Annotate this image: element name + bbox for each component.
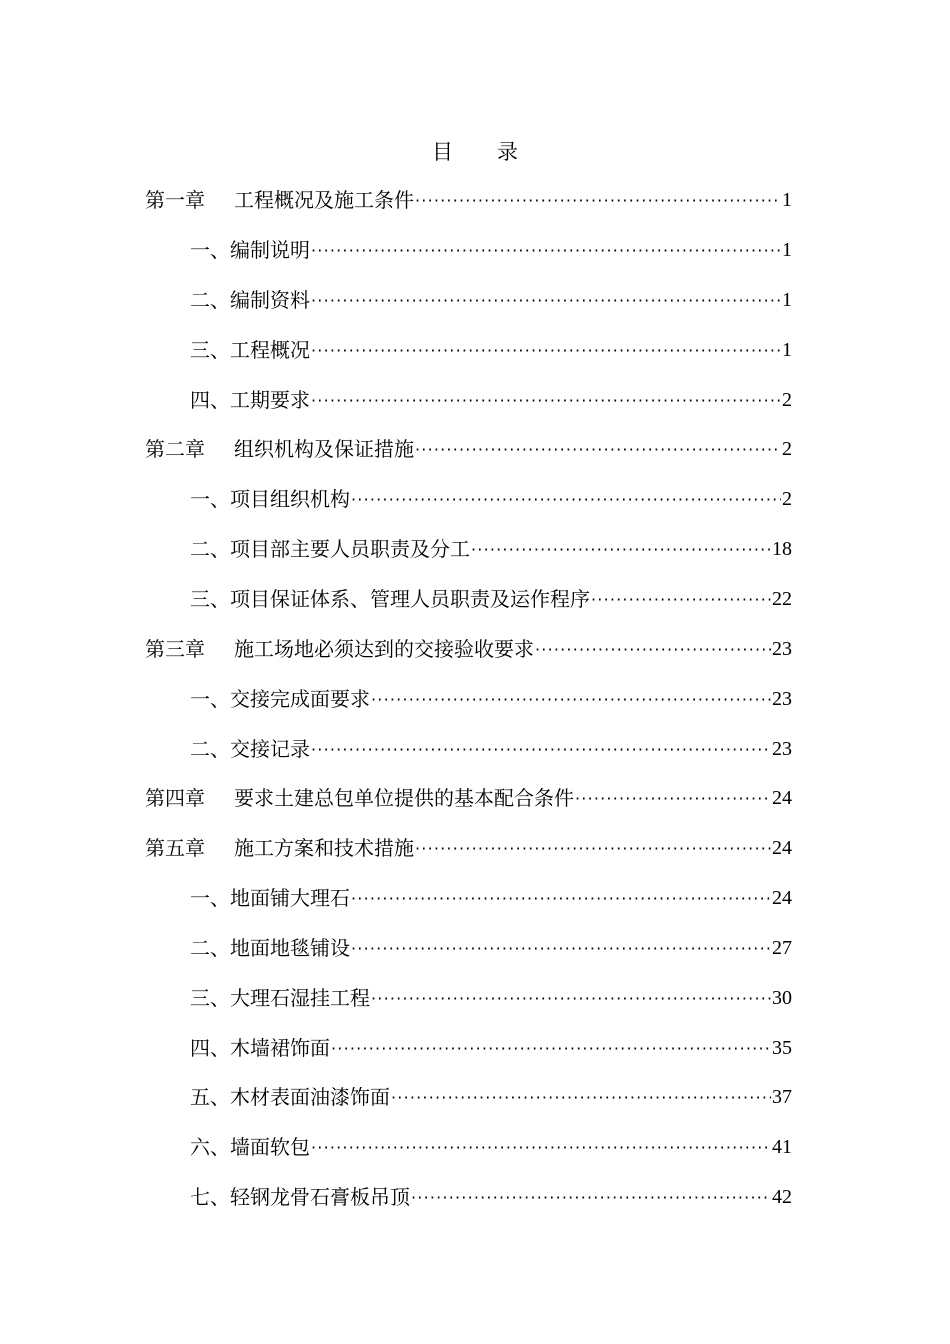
toc-entry-number: 二、 [190, 288, 230, 312]
toc-entry-number: 三、 [190, 338, 230, 362]
toc-leader-dots [415, 179, 781, 221]
toc-leader-dots [391, 1076, 771, 1118]
toc-entry-number: 四、 [190, 1036, 230, 1060]
toc-entry-page: 42 [772, 1186, 792, 1208]
toc-entry-page: 22 [772, 588, 792, 610]
toc-entry[interactable] [145, 828, 792, 868]
toc-entry-title: 施工方案和技术措施 [234, 836, 414, 860]
toc-entry[interactable] [190, 479, 792, 519]
toc-leader-dots [415, 827, 771, 869]
toc-entry-title: 项目组织机构 [230, 487, 350, 511]
toc-entry[interactable] [190, 878, 792, 918]
toc-entry-title: 施工场地必须达到的交接验收要求 [234, 637, 534, 661]
toc-entry-page: 24 [772, 837, 792, 859]
toc-leader-dots [311, 1126, 771, 1168]
toc-entry-page: 2 [782, 488, 792, 510]
toc-entry[interactable] [190, 280, 792, 320]
toc-entry[interactable] [190, 1028, 792, 1068]
toc-entry[interactable] [190, 380, 792, 420]
toc-entry-title: 编制资料 [230, 288, 310, 312]
toc-entry[interactable] [145, 429, 792, 469]
toc-leader-dots [311, 329, 781, 371]
toc-leader-dots [311, 229, 781, 271]
toc-entry-title: 大理石湿挂工程 [230, 986, 370, 1010]
toc-entry-number: 三、 [190, 986, 230, 1010]
toc-entry-page: 1 [782, 189, 792, 211]
toc-leader-dots [535, 628, 771, 670]
toc-entry-title: 地面地毯铺设 [230, 936, 350, 960]
toc-leader-dots [575, 777, 771, 819]
toc-entry-number: 二、 [190, 737, 230, 761]
toc-leader-dots [411, 1176, 771, 1218]
toc-entry-number: 第五章 [145, 836, 205, 860]
toc-entry[interactable] [190, 1177, 792, 1217]
toc-entry[interactable] [190, 230, 792, 270]
toc-entry-number: 三、 [190, 587, 230, 611]
toc-entry[interactable] [190, 978, 792, 1018]
toc-entry-page: 37 [772, 1086, 792, 1108]
toc-entry-page: 1 [782, 289, 792, 311]
toc-entry-number: 一、 [190, 886, 230, 910]
toc-entry-page: 23 [772, 688, 792, 710]
toc-entry[interactable] [190, 928, 792, 968]
toc-entry-title: 轻钢龙骨石膏板吊顶 [230, 1185, 410, 1209]
toc-entry-page: 18 [772, 538, 792, 560]
toc-entry[interactable] [190, 1077, 792, 1117]
toc-entry-title: 木材表面油漆饰面 [230, 1085, 390, 1109]
toc-leader-dots [311, 379, 781, 421]
toc-entry-title: 组织机构及保证措施 [234, 437, 414, 461]
toc-entry-page: 27 [772, 937, 792, 959]
toc-entry-number: 七、 [190, 1185, 230, 1209]
toc-entry-title: 交接完成面要求 [230, 687, 370, 711]
toc-entry[interactable] [145, 778, 792, 818]
toc-leader-dots [351, 877, 771, 919]
toc-entry-title: 项目保证体系、管理人员职责及运作程序 [230, 587, 590, 611]
toc-entry-page: 30 [772, 987, 792, 1009]
toc-leader-dots [371, 977, 771, 1019]
toc-entry-number: 六、 [190, 1135, 230, 1159]
toc-leader-dots [331, 1027, 771, 1069]
toc-entry-page: 35 [772, 1037, 792, 1059]
toc-heading-char-2: 录 [497, 140, 518, 164]
toc-leader-dots [415, 428, 781, 470]
toc-entry-page: 2 [782, 438, 792, 460]
toc-leader-dots [351, 478, 781, 520]
toc-entry-page: 24 [772, 787, 792, 809]
toc-entry-page: 23 [772, 638, 792, 660]
toc-leader-dots [351, 927, 771, 969]
toc-entry-title: 木墙裙饰面 [230, 1036, 330, 1060]
toc-entry-page: 1 [782, 339, 792, 361]
toc-entry[interactable] [145, 180, 792, 220]
toc-leader-dots [311, 279, 781, 321]
toc-entry[interactable] [145, 629, 792, 669]
toc-entry-title: 项目部主要人员职责及分工 [230, 537, 470, 561]
toc-heading-char-1: 目 [432, 140, 453, 164]
toc-leader-dots [311, 728, 771, 770]
toc-entry-number: 第二章 [145, 437, 205, 461]
toc-entry[interactable] [190, 579, 792, 619]
toc-entry-title: 交接记录 [230, 737, 310, 761]
toc-entry[interactable] [190, 529, 792, 569]
toc-leader-dots [591, 578, 771, 620]
toc-entry-title: 工程概况及施工条件 [234, 188, 414, 212]
toc-entry-number: 第三章 [145, 637, 205, 661]
toc-entry[interactable] [190, 729, 792, 769]
toc-entry-title: 地面铺大理石 [230, 886, 350, 910]
toc-entry-title: 工程概况 [230, 338, 310, 362]
toc-entry[interactable] [190, 679, 792, 719]
toc-entry-number: 一、 [190, 487, 230, 511]
toc-entry-page: 24 [772, 887, 792, 909]
toc-entry-number: 第四章 [145, 786, 205, 810]
toc-entry[interactable] [190, 1127, 792, 1167]
toc-entry-title: 墙面软包 [230, 1135, 310, 1159]
toc-entry-number: 一、 [190, 687, 230, 711]
toc-entry-page: 2 [782, 389, 792, 411]
toc-leader-dots [371, 678, 771, 720]
toc-entry-number: 一、 [190, 238, 230, 262]
toc-entry-title: 编制说明 [230, 238, 310, 262]
toc-leader-dots [471, 528, 771, 570]
toc-heading [0, 136, 950, 166]
toc-entry-number: 二、 [190, 537, 230, 561]
toc-entry-page: 41 [772, 1136, 792, 1158]
toc-entry-number: 五、 [190, 1085, 230, 1109]
toc-entry[interactable] [190, 330, 792, 370]
toc-entry-number: 二、 [190, 936, 230, 960]
toc-entry-page: 23 [772, 738, 792, 760]
toc-entry-number: 四、 [190, 388, 230, 412]
toc-entry-number: 第一章 [145, 188, 205, 212]
toc-entry-title: 要求土建总包单位提供的基本配合条件 [234, 786, 574, 810]
toc-entry-title: 工期要求 [230, 388, 310, 412]
toc-entry-page: 1 [782, 239, 792, 261]
